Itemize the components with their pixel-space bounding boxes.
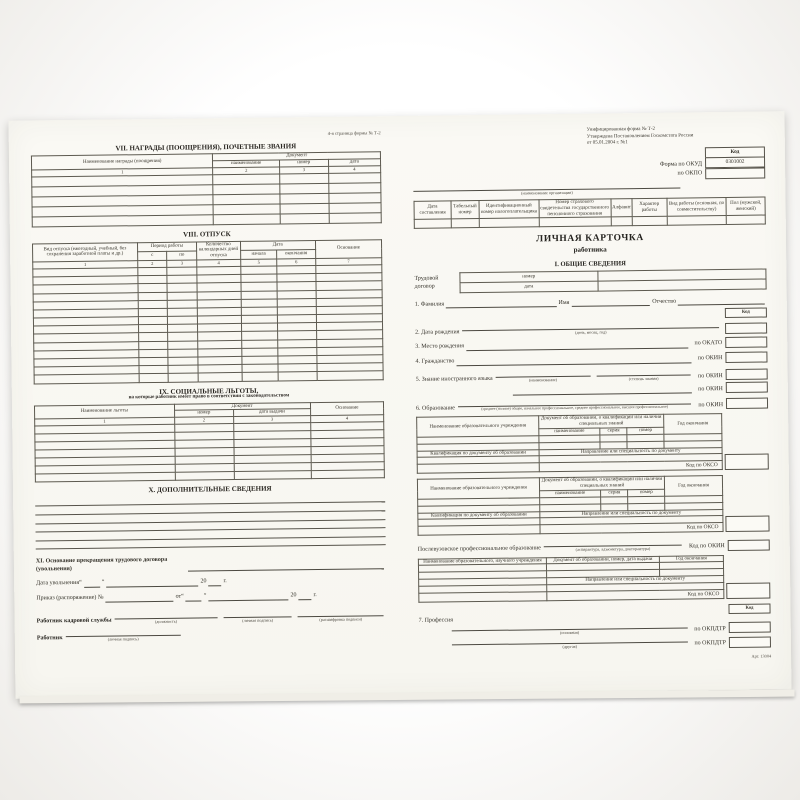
- employee-signature-field: (личная подпись): [66, 628, 181, 643]
- order-row: Приказ (распоряжение) № от “ ” 20 г.: [36, 592, 317, 602]
- signature-field: (личная подпись): [223, 609, 292, 623]
- postgrad-field: (аспирантура, адъюнктура, докторантура): [544, 538, 682, 553]
- firstname-blank: [571, 298, 650, 307]
- col-to: по: [167, 251, 197, 260]
- col-edu-institution: Наименование образовательного учреждения: [417, 478, 539, 499]
- okin-box-4: [726, 398, 768, 410]
- contract-label: Трудовой договор: [414, 275, 439, 290]
- section-9-title: IX. СОЦИАЛЬНЫЕ ЛЬГОТЫ,: [159, 386, 259, 396]
- col-end: окончания: [277, 249, 315, 259]
- okso-box: [726, 583, 770, 600]
- contract-block: [414, 269, 766, 294]
- profession-other-field: (другая): [452, 635, 688, 651]
- postgrad-row: [418, 537, 770, 555]
- okin-box-1: [725, 351, 767, 363]
- col-benefit-name: Наименование льготы: [34, 404, 174, 419]
- blank-day: [186, 593, 202, 601]
- dismissal-date-row: Дата увольнения “ ” 20 г.: [36, 578, 227, 587]
- okpdtr-label-1: по ОКПДТР: [694, 625, 726, 633]
- col-basis: Основание: [315, 239, 382, 258]
- birthdate-code-box: [725, 322, 767, 334]
- col-start: начала: [240, 250, 277, 260]
- language-level-field: (степень знания): [596, 367, 691, 382]
- col-doc-num: номер: [279, 160, 328, 167]
- okso-label: Код по ОКСО: [547, 590, 724, 601]
- col-work-period: Период работы: [137, 242, 196, 252]
- employee-signature-row: [37, 625, 387, 643]
- profession-main-field: (основная): [452, 620, 688, 636]
- article-number: Арт. 13004: [751, 653, 772, 659]
- section-8-title: VIII. ОТПУСК: [183, 230, 231, 239]
- col-from: с: [137, 251, 167, 260]
- vacation-nums-row: 1 2 3 4 5 6 7: [33, 258, 382, 269]
- page-left: [8, 116, 403, 699]
- okpdtr-box-2: [729, 636, 771, 648]
- col-edu-document: Документ об образовании, о квалификации или наличии специальных знаний: [539, 477, 664, 491]
- section-1-title: I. ОБЩИЕ СВЕДЕНИЯ: [554, 260, 626, 269]
- col-benefit-date: дата выдачи: [233, 409, 310, 417]
- signature-decode-field: (расшифровка подписи): [298, 608, 384, 622]
- form-sheet: [8, 111, 791, 698]
- okpo-label: по ОКПО: [677, 170, 703, 177]
- profession-other-row: [449, 634, 771, 651]
- okin-postgrad-box: [728, 539, 770, 551]
- okso-box: [725, 454, 769, 471]
- form-reference: Унифицированная форма № Т-2 Утверждена Постановлением Госкомстата России от 05.01.2004 г. №1: [586, 126, 694, 146]
- contract-date-value: [598, 279, 767, 291]
- code-header: Код: [705, 146, 765, 158]
- employee-label: Работник: [36, 635, 63, 642]
- field-language-row-2: [511, 382, 768, 396]
- vacation-header-row: [33, 239, 382, 252]
- hr-signature-row: [37, 608, 387, 626]
- card-subtitle: работника: [573, 245, 607, 255]
- education-block-2: Наименование образовательного учреждения Документ об образовании, о квалификации или наличии специальных знаний Год окончания наименование серия номер Квалификация по документу об образовании Направление или специальность по документу Код по ОКСО: [417, 475, 770, 536]
- field-birthdate-row: [415, 320, 767, 338]
- okin-label-4: по ОКИН: [698, 401, 724, 409]
- birthdate-field: (день, месяц, год): [462, 320, 719, 337]
- order-label: Приказ (распоряжение) №: [36, 594, 104, 602]
- field-education-row: [416, 396, 768, 413]
- profession-label: 7. Профессия: [418, 617, 454, 625]
- okpdtr-box-1: [729, 622, 771, 634]
- col-postgrad-institution: Наименование образовательного, научного учреждения: [418, 557, 546, 565]
- col-postgrad-year: Год окончания: [659, 555, 723, 563]
- blank-month: [208, 592, 288, 601]
- blank-year: [298, 592, 311, 600]
- edu-specialty-label: Направление или специальность по документу: [539, 447, 722, 456]
- col-award-doc: Документ: [213, 152, 381, 161]
- benefits-nums-row: 1 2 3 4: [35, 415, 384, 426]
- blank-day: [84, 579, 100, 587]
- section-11-title: XI. Основание прекращения трудового договора (увольнения): [35, 557, 168, 573]
- section-11: [36, 555, 386, 574]
- blank-year: [208, 578, 221, 586]
- contract-date-label: дата: [460, 281, 598, 293]
- page-right: [396, 111, 791, 694]
- education-block-1: Наименование образовательного учреждения Документ об образовании, о квалификации или наличии специальных знаний Год окончания наименование серия номер Квалификация по документу об образовании Направление или специальность по документу Код по ОКСО: [416, 413, 769, 474]
- hr-officer-label: Работник кадровой службы: [36, 617, 112, 625]
- card-title: ЛИЧНАЯ КАРТОЧКА: [536, 233, 644, 245]
- contract-table: [459, 269, 766, 294]
- okud-value: 0301002: [705, 157, 765, 169]
- postgrad-table-block: [418, 554, 771, 603]
- education-label: 6. Образование: [416, 405, 455, 412]
- okin-postgrad-label: Код по ОКИН: [688, 543, 725, 550]
- okin-label-2: по ОКИН: [697, 372, 723, 380]
- birthdate-label: 2. Дата рождения: [415, 329, 460, 337]
- col-postgrad-document: Документ об образовании, номер, дата выдачи: [546, 556, 659, 564]
- okin-label-3: по ОКИН: [698, 385, 723, 393]
- header-table: [414, 197, 766, 230]
- okpdtr-label-2: по ОКПДТР: [694, 640, 726, 647]
- vacation-table: [32, 239, 384, 384]
- surname-blank: [446, 299, 556, 308]
- postgrad-specialty-label: Направление или специальность по документу: [547, 576, 724, 585]
- education-field: (среднее (полное) общее, начальное профессиональное, среднее профессиональное, высшее профессиональное): [458, 397, 692, 413]
- organization-field: (наименование организации): [413, 180, 680, 197]
- okato-box: [725, 336, 767, 348]
- postgrad-label: Послевузовское профессиональное образование: [417, 545, 541, 554]
- col-doc-date: дата: [328, 159, 380, 166]
- col-calendar-days: Количество календарных дней отпуска: [197, 241, 241, 260]
- col-doc-name: наименование: [213, 160, 279, 168]
- blank-line: [188, 561, 384, 571]
- page-note: 4-я страница формы № Т-2: [327, 130, 381, 136]
- col-edu-institution: Наименование образовательного учреждения: [417, 416, 539, 437]
- okso-label: Код по ОКСО: [540, 523, 723, 534]
- section-7-title: VII. НАГРАДЫ (ПООЩРЕНИЯ), ПОЧЕТНЫЕ ЗВАНИЯ: [115, 141, 297, 153]
- field-surname-row: [415, 297, 767, 309]
- awards-nums-row: 1 2 3 4: [32, 166, 381, 177]
- col-benefit-doc: Документ: [174, 402, 310, 410]
- field-citizenship-row: [415, 351, 767, 366]
- col-edu-year: Год окончания: [664, 414, 722, 434]
- position-field: (должность): [114, 610, 217, 625]
- field-birthplace-row: [415, 336, 767, 351]
- organization-row: [413, 180, 680, 197]
- col-award-name: Наименование награды (поощрения): [31, 154, 213, 170]
- okato-label: по ОКАТО: [694, 340, 723, 347]
- language-name-field: (наименование): [496, 368, 591, 383]
- edu-qualification-label: Квалификация по документу об образовании: [418, 511, 540, 519]
- firstname-label: Имя: [558, 299, 570, 306]
- okso-box: [725, 516, 769, 533]
- okud-code-block: [413, 147, 765, 183]
- language-label: 5. Знание иностранного языка: [415, 375, 493, 383]
- col-vacation-kind: Вид отпуска (ежегодный, учебный, без сохранения заработной платы и др.): [33, 242, 138, 262]
- section-9-subtitle: на которые работник имеет право в соответствии с законодательством: [128, 393, 290, 401]
- contract-num-label: номер: [460, 271, 598, 283]
- edu-qualification-label: Квалификация по документу об образовании: [417, 449, 539, 457]
- okpo-value: [705, 167, 765, 179]
- col-benefit-num: номер: [174, 410, 233, 417]
- col-edu-document: Документ об образовании, о квалификации или наличии специальных знаний: [539, 415, 664, 429]
- blank-month: [106, 578, 198, 587]
- okin-label-1: по ОКИН: [697, 355, 723, 362]
- dismissal-date-label: Дата увольнения: [36, 580, 80, 587]
- citizenship-label: 4. Гражданство: [415, 358, 455, 366]
- patronymic-blank: [678, 297, 765, 306]
- okud-label: Форма по ОКУД: [659, 160, 703, 168]
- blank-order-num: [106, 594, 174, 603]
- benefits-table: [34, 401, 385, 483]
- birthplace-label: 3. Место рождения: [415, 343, 464, 351]
- okso-label: Код по ОКСО: [539, 461, 722, 472]
- surname-label: 1. Фамилия: [414, 301, 445, 308]
- profession-code-header: Код: [728, 604, 770, 615]
- code-column-header: Код: [725, 308, 767, 319]
- edu-specialty-label: Направление или специальность по документу: [540, 509, 723, 518]
- okin-box-2: [726, 369, 768, 381]
- col-benefit-basis: Основание: [310, 401, 383, 415]
- awards-table: [31, 152, 382, 228]
- col-date: Дата: [240, 240, 315, 250]
- section-10-title: X. ДОПОЛНИТЕЛЬНЫЕ СВЕДЕНИЯ: [148, 484, 272, 495]
- okin-box-3: [726, 382, 768, 394]
- header-table-row: Дата составления Табельный номер Идентификационный номер налогоплательщика Номер страхового свидетельства государственного пенсионного страхования Алфавит Характер работы Вид работы (основная, по совместительству) Пол (мужской, женский): [414, 197, 765, 220]
- col-edu-year: Год окончания: [664, 476, 722, 496]
- patronymic-label: Отчество: [652, 298, 677, 305]
